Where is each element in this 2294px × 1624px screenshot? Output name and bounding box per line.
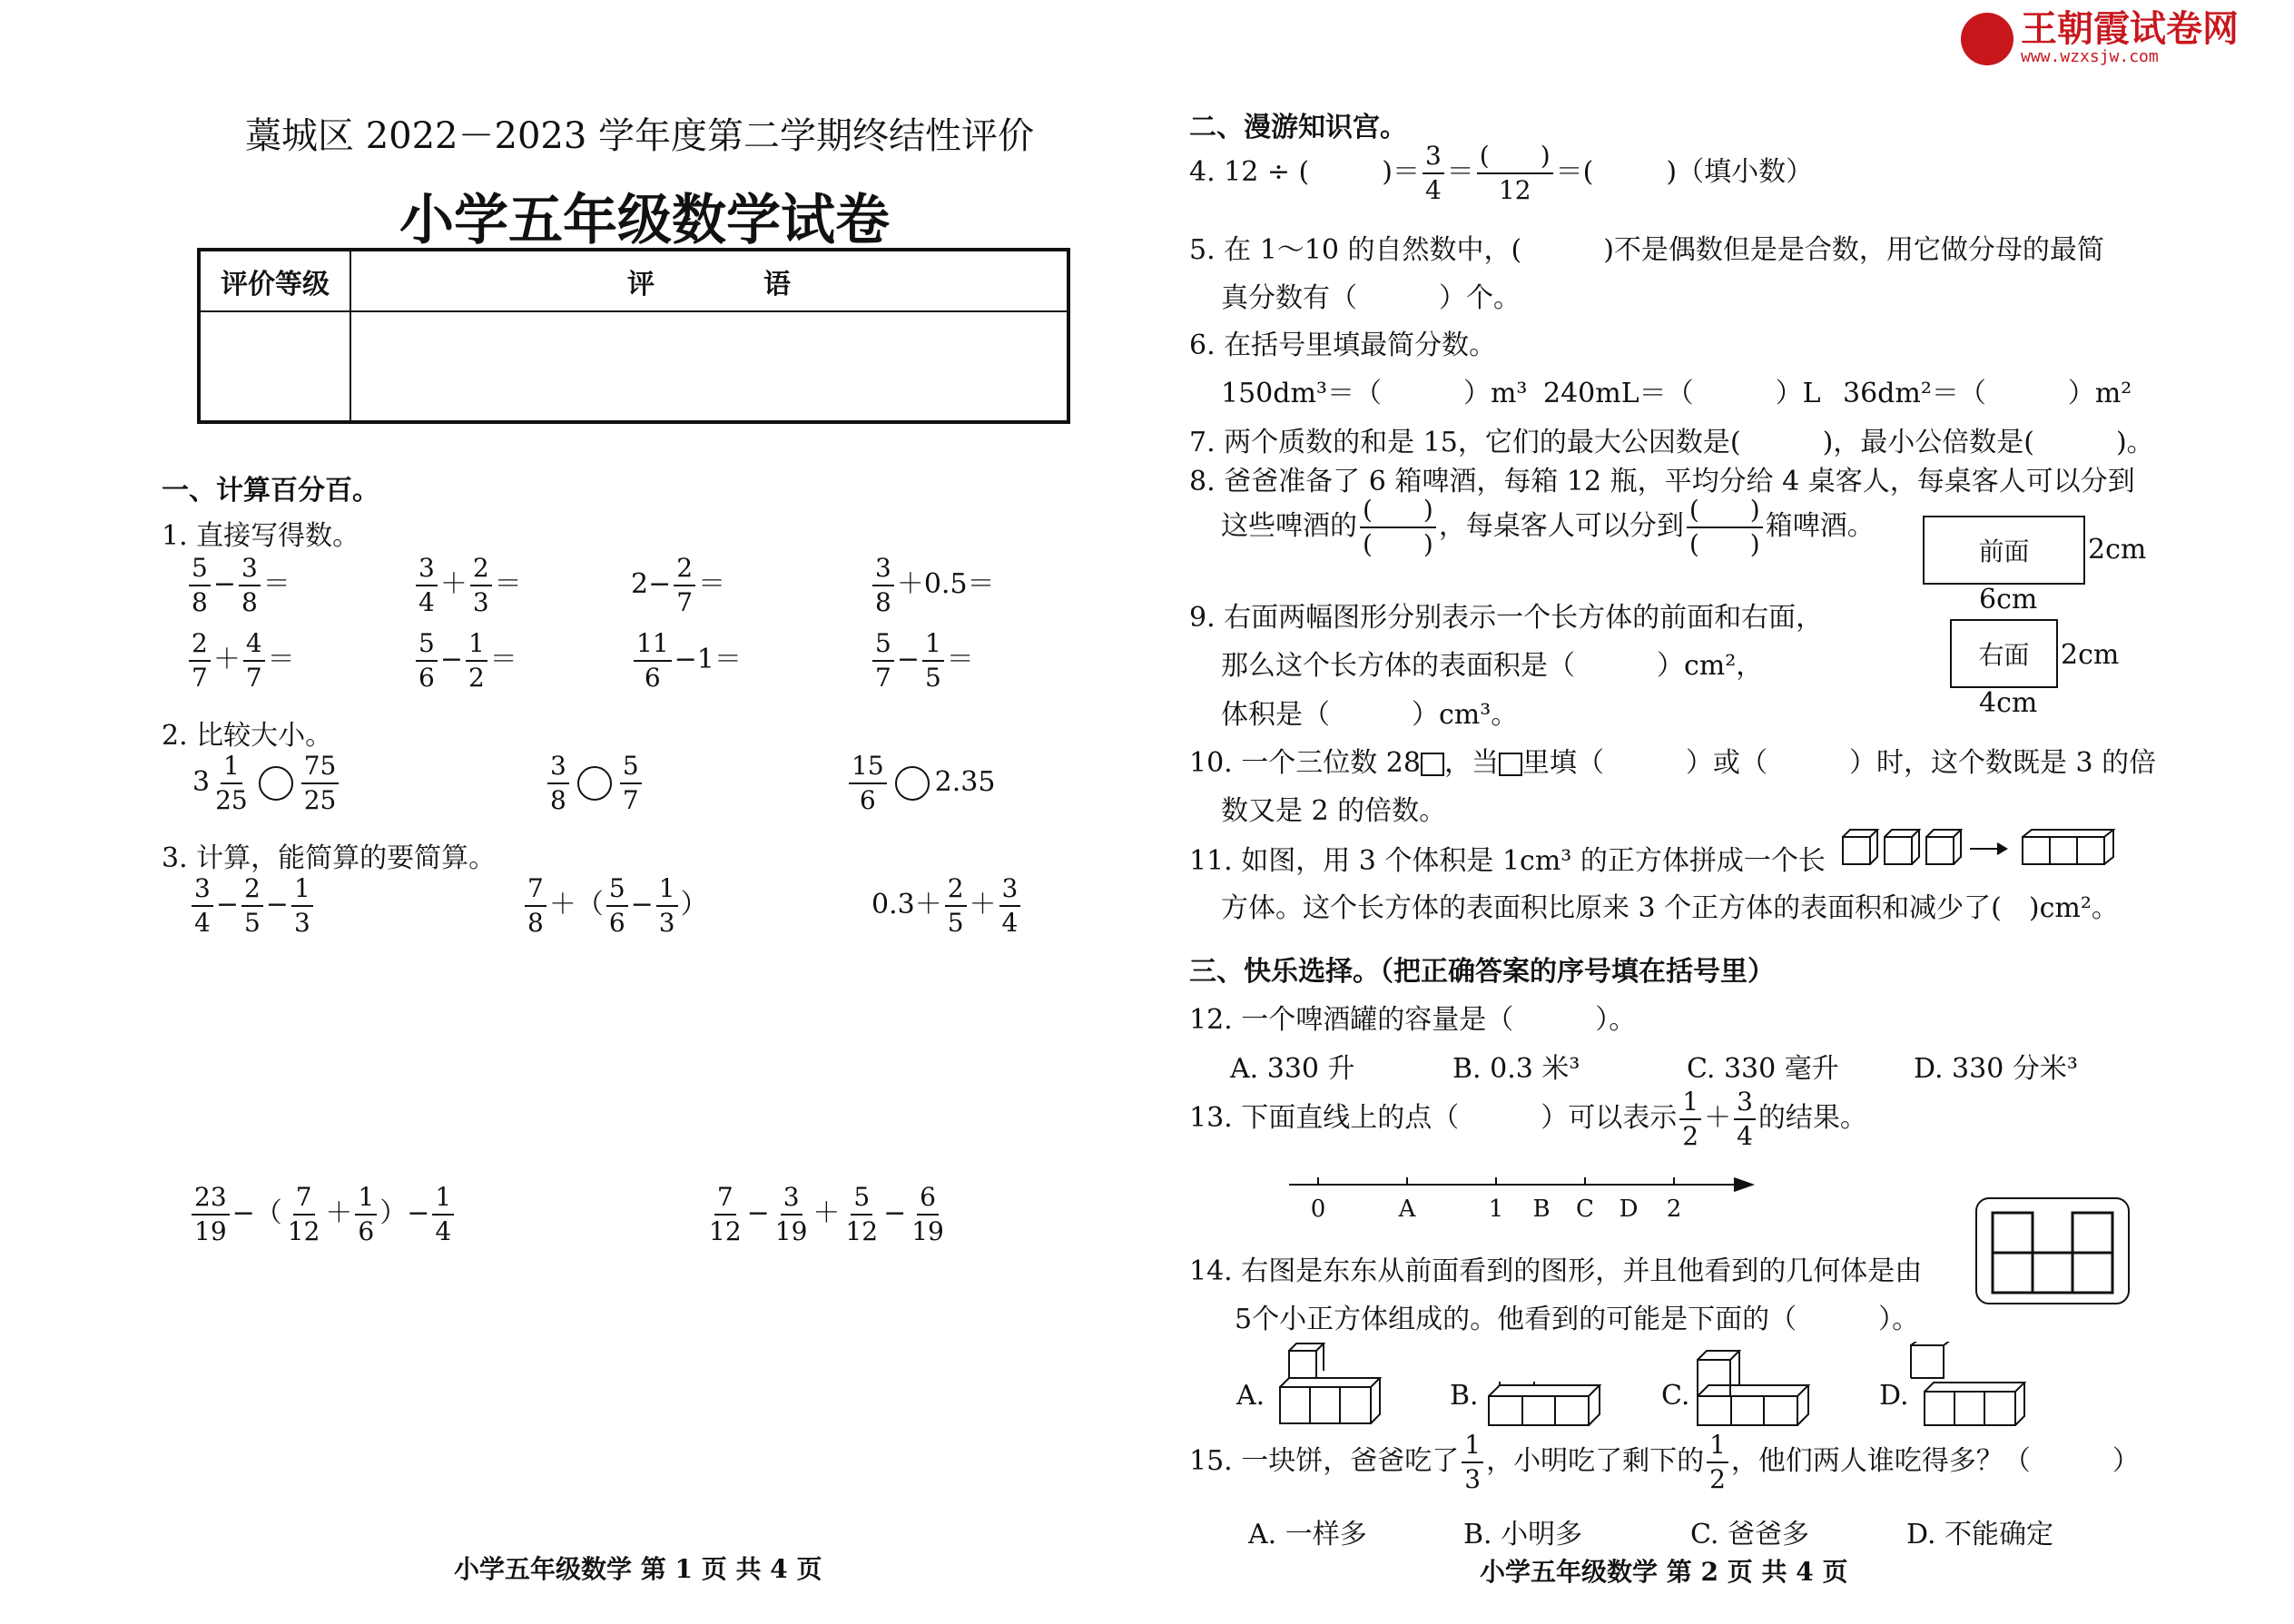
q3-label: 3. 计算，能简算的要简算。 <box>162 842 497 874</box>
numline-label-c: C <box>1576 1196 1594 1221</box>
front-height-label: 2cm <box>2088 534 2147 566</box>
q1-item-8: $\frac{5}{7}$ − $\frac{1}{5}$ ＝ <box>870 631 974 691</box>
q2-compare-2: $\frac{3}{8}$ $\frac{5}{7}$ <box>545 753 645 813</box>
q14-option-d-label[interactable]: D. <box>1879 1380 1909 1412</box>
logo-url: www.wzxsjw.com <box>2021 47 2159 66</box>
compare-circle[interactable] <box>895 766 930 801</box>
q3-calc-2: $\frac{7}{8}$ ＋（ $\frac{5}{6}$ − $\frac{1}{3}$ ） <box>522 876 708 936</box>
q6-item-2: 240mL＝（ ）L <box>1543 378 1821 409</box>
numline-label-0: 0 <box>1310 1196 1326 1221</box>
q5-line-2: 真分数有（ ）个。 <box>1221 282 1521 314</box>
logo-seal-icon <box>1961 13 2013 65</box>
q1-item-5: $\frac{2}{7}$ ＋ $\frac{4}{7}$ ＝ <box>186 631 295 691</box>
q12: 12. 一个啤酒罐的容量是（ ）。 <box>1189 1004 1637 1036</box>
side-height-label: 2cm <box>2061 639 2120 671</box>
q15: 15. 一块饼，爸爸吃了 $\frac{1}{3}$ ，小明吃了剩下的 $\frac{1}{2}$ ，他们两人谁吃得多？（ ） <box>1189 1430 2140 1494</box>
q14-option-b-label[interactable]: B. <box>1450 1380 1479 1412</box>
numline-label-b: B <box>1532 1196 1551 1221</box>
q15-option-a[interactable]: A. 一样多 <box>1248 1519 1367 1550</box>
q1-item-1: $\frac{5}{8}$ − $\frac{3}{8}$ ＝ <box>186 556 290 615</box>
q15-option-d[interactable]: D. 不能确定 <box>1906 1519 2054 1550</box>
q1-item-6: $\frac{5}{6}$ − $\frac{1}{2}$ ＝ <box>413 631 517 691</box>
q15-option-b[interactable]: B. 小明多 <box>1463 1519 1583 1550</box>
q9-line-1: 9. 右面两幅图形分别表示一个长方体的前面和右面， <box>1189 602 1824 634</box>
q3-calc-1: $\frac{3}{4}$ − $\frac{2}{5}$ − $\frac{1}{3}$ <box>189 876 316 936</box>
numline-label-1: 1 <box>1488 1196 1504 1221</box>
q2-compare-3: $\frac{15}{6}$ 2.35 <box>846 753 995 813</box>
section-2-heading: 二、漫游知识宫。 <box>1189 112 1407 143</box>
q7: 7. 两个质数的和是 15，它们的最大公因数是( )，最小公倍数是( )。 <box>1189 427 2154 458</box>
numline-label-2: 2 <box>1666 1196 1682 1221</box>
q14-option-c-label[interactable]: C. <box>1661 1380 1690 1412</box>
table-header-grade: 评价等级 <box>201 251 351 312</box>
q8-line-2: 这些啤酒的 $\frac{( )}{( )}$ ，每桌客人可以分到 $\frac{( )}{( )}$ 箱啤酒。 <box>1221 495 1875 559</box>
q13: 13. 下面直线上的点（ ）可以表示 $\frac{1}{2}$ ＋ $\frac{3}{4}$ 的结果。 <box>1189 1087 1867 1151</box>
numline-label-d: D <box>1619 1196 1639 1221</box>
logo <box>1961 8 2239 66</box>
compare-circle[interactable] <box>577 766 612 801</box>
q3-calc-5: $\frac{7}{12}$ − $\frac{3}{19}$ ＋ $\frac{5}{12}$ − $\frac{6}{19}$ <box>709 1182 944 1246</box>
table-header-comment: 评 语 <box>351 251 1067 312</box>
section-1-heading: 一、计算百分百。 <box>162 475 379 507</box>
footer-page-1: 小学五年级数学 第 1 页 共 4 页 <box>454 1554 822 1584</box>
q1-item-7: $\frac{11}{6}$ −1＝ <box>631 631 742 691</box>
q14-option-figures <box>1271 1342 2033 1432</box>
q14-line-1: 14. 右图是东东从前面看到的图形，并且他看到的几何体是由 <box>1189 1255 1923 1287</box>
logo-name: 王朝霞试卷网 <box>2021 8 2239 50</box>
q10-line-2: 数又是 2 的倍数。 <box>1221 795 1447 827</box>
q12-option-c[interactable]: C. 330 毫升 <box>1687 1053 1839 1085</box>
side-face-rect: 右面 <box>1950 619 2058 688</box>
side-width-label: 4cm <box>1979 687 2038 719</box>
page-title: 小学五年级数学试卷 <box>399 189 890 252</box>
q11-line-2: 方体。这个长方体的表面积比原来 3 个正方体的表面积和减少了( )cm²。 <box>1221 892 2119 924</box>
blank-box-icon <box>1421 753 1444 776</box>
q6-item-3: 36dm²＝（ ）m² <box>1843 378 2132 409</box>
q2-label: 2. 比较大小。 <box>162 720 333 752</box>
subtitle: 藁城区 2022－2023 学年度第二学期终结性评价 <box>245 115 1035 157</box>
evaluation-table <box>197 248 1070 424</box>
q9-line-3: 体积是（ ）cm³。 <box>1221 699 1519 731</box>
q2-compare-1: 3 $\frac{1}{25}$ $\frac{75}{25}$ <box>192 753 341 813</box>
q6-item-1: 150dm³＝（ ）m³ <box>1221 378 1528 409</box>
q5-line-1: 5. 在 1～10 的自然数中，( )不是偶数但是是合数，用它做分母的最简 <box>1189 234 2104 266</box>
front-width-label: 6cm <box>1979 584 2038 615</box>
q14-option-a-label[interactable]: A. <box>1236 1380 1265 1412</box>
q1-item-3: 2− $\frac{2}{7}$ ＝ <box>631 553 726 617</box>
q6-label: 6. 在括号里填最简分数。 <box>1189 330 1497 361</box>
front-view-figure <box>1974 1196 2131 1305</box>
q11-line-1: 11. 如图，用 3 个体积是 1cm³ 的正方体拼成一个长 <box>1189 845 1826 877</box>
front-face-rect: 前面 <box>1923 516 2085 585</box>
q12-option-d[interactable]: D. 330 分米³ <box>1914 1053 2078 1085</box>
q8-line-1: 8. 爸爸准备了 6 箱啤酒，每箱 12 瓶，平均分给 4 桌客人，每桌客人可以分到 <box>1189 466 2135 497</box>
q4: 4. 12 ÷ ( )＝ $\frac{3}{4}$ ＝ $\frac{( )}{12}$ ＝( )（填小数） <box>1189 141 1814 205</box>
blank-box-icon <box>1499 753 1522 776</box>
numline-label-a: A <box>1398 1196 1416 1221</box>
q12-option-b[interactable]: B. 0.3 米³ <box>1452 1053 1580 1085</box>
q3-calc-4: $\frac{23}{19}$ −（ $\frac{7}{12}$ ＋ $\frac{1}{6}$ ）− $\frac{1}{4}$ <box>189 1185 457 1245</box>
q15-option-c[interactable]: C. 爸爸多 <box>1690 1519 1809 1550</box>
q3-calc-3: 0.3＋ $\frac{2}{5}$ ＋ $\frac{3}{4}$ <box>871 876 1023 936</box>
footer-page-2: 小学五年级数学 第 2 页 共 4 页 <box>1480 1557 1848 1587</box>
q10-line-1: 10. 一个三位数 28 ，当 里填（ ）或（ ）时，这个数既是 3 的倍 <box>1189 747 2157 779</box>
q9-line-2: 那么这个长方体的表面积是（ ）cm²， <box>1221 650 1764 682</box>
number-line <box>1280 1166 1770 1221</box>
q12-option-a[interactable]: A. 330 升 <box>1230 1053 1355 1085</box>
section-3-heading: 三、快乐选择。（把正确答案的序号填在括号里） <box>1189 956 1775 988</box>
q1-label: 1. 直接写得数。 <box>162 520 360 552</box>
q1-item-2: $\frac{3}{4}$ ＋ $\frac{2}{3}$ ＝ <box>413 556 522 615</box>
q14-line-2: 5个小正方体组成的。他看到的可能是下面的（ ）。 <box>1235 1304 1920 1335</box>
q1-item-4: $\frac{3}{8}$ ＋0.5＝ <box>870 556 995 615</box>
cubes-to-cuboid-icon <box>1841 826 2132 871</box>
compare-circle[interactable] <box>259 766 293 801</box>
